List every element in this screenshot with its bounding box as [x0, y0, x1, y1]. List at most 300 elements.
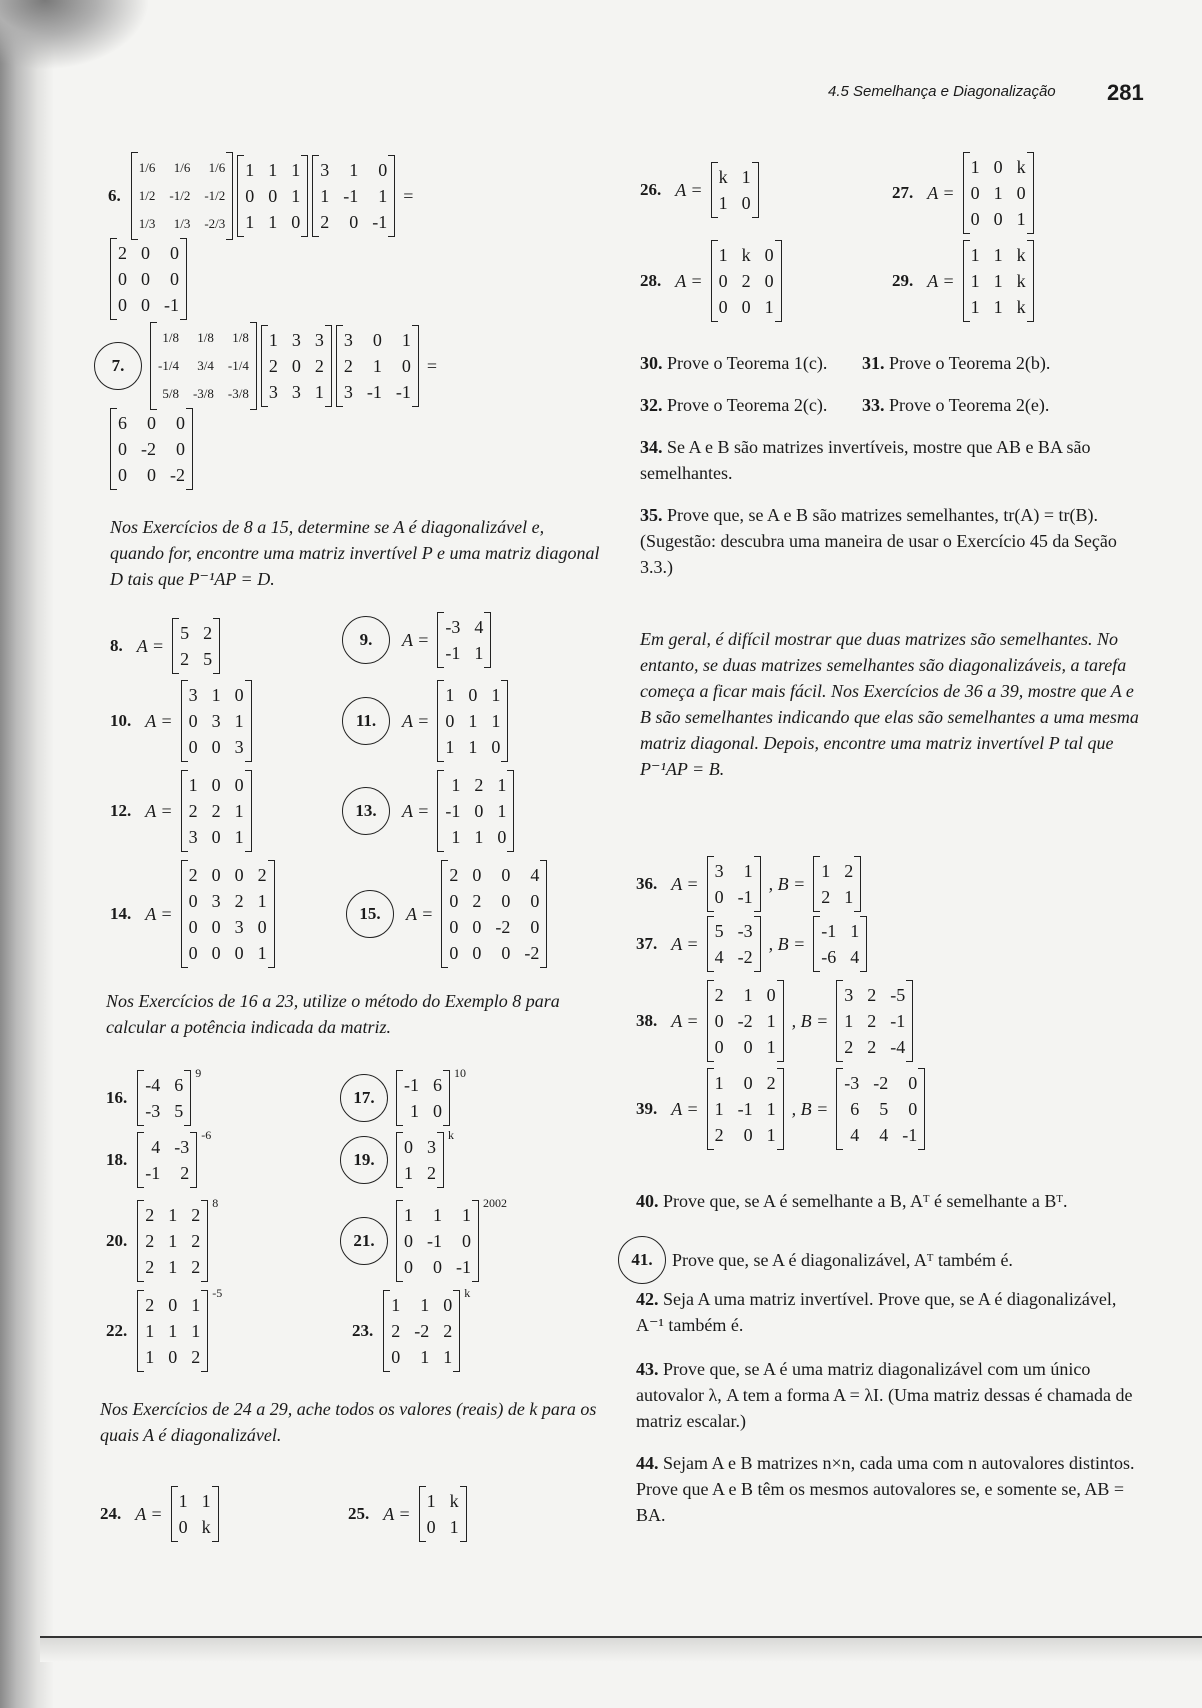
exercise-text: Prove o Teorema 1(c). — [667, 353, 828, 373]
exercise-number: 32. — [640, 395, 663, 415]
matrix-entry: 0 — [908, 1099, 918, 1119]
matrix-entry: 0 — [268, 186, 278, 206]
matrix-entry: 2 — [145, 1295, 155, 1315]
matrix-entry: 0 — [188, 711, 198, 731]
matrix-entry: -1 — [366, 382, 382, 402]
exercise-15 — [346, 860, 549, 968]
exercise-number: 33. — [862, 395, 885, 415]
matrix — [181, 860, 275, 968]
exponent: -5 — [212, 1286, 223, 1300]
matrix-entry: 0 — [257, 917, 267, 937]
matrix-entry: 0 — [993, 209, 1003, 229]
matrix — [110, 238, 187, 320]
matrix-entry: 0 — [378, 160, 388, 180]
matrix-entry: -4 — [890, 1037, 906, 1057]
matrix — [711, 162, 759, 218]
matrix-entry: 2 — [821, 887, 831, 907]
matrix — [261, 325, 332, 407]
matrix-entry: 1/6 — [208, 160, 226, 175]
matrix-entry: 3 — [268, 382, 278, 402]
matrix-entry: 2 — [714, 985, 724, 1005]
exponent: 2002 — [483, 1196, 507, 1210]
exercise-22 — [106, 1286, 223, 1372]
exercise-number: 23. — [352, 1321, 374, 1340]
matrix-entry: 1 — [462, 1205, 471, 1225]
matrix — [396, 1200, 479, 1282]
lhs: A = — [145, 800, 173, 821]
exercise-25 — [348, 1486, 469, 1542]
matrix-entry: 4 — [474, 617, 484, 637]
lhs: A = — [675, 270, 703, 291]
matrix-entry: 0 — [291, 212, 301, 232]
matrix-entry: 0 — [443, 1295, 453, 1315]
matrix-entry: 0 — [472, 943, 482, 963]
matrix-entry: 1 — [766, 1011, 776, 1031]
exercise-text: Seja A uma matriz invertível. Prove que, se A é diagonalizável, A⁻¹ também é. — [636, 1289, 1117, 1335]
matrix-entry: 1 — [168, 1321, 178, 1341]
matrix-entry: 4 — [850, 1125, 860, 1145]
matrix-entry: 2 — [714, 1125, 724, 1145]
exponent: k — [464, 1286, 471, 1300]
matrix-entry: -1 — [456, 1257, 471, 1277]
matrix-entry: 2 — [211, 801, 221, 821]
lhs: A = — [927, 182, 955, 203]
matrix-entry: 0 — [449, 891, 459, 911]
matrix-entry: 3/4 — [197, 358, 214, 373]
matrix-entry: 1 — [404, 1205, 413, 1225]
lhs: A = — [675, 179, 703, 200]
matrix-entry: 1 — [718, 245, 728, 265]
matrix-entry: 3 — [291, 382, 301, 402]
exercise-number: 25. — [348, 1504, 370, 1523]
matrix-entry: 0 — [714, 887, 724, 907]
matrix-entry: 1 — [468, 711, 478, 731]
exercise-31 — [862, 350, 1050, 376]
matrix-entry: 0 — [501, 891, 511, 911]
matrix-entry: k — [1016, 245, 1026, 265]
matrix-entry: 3 — [188, 685, 198, 705]
matrix-entry: 1 — [993, 297, 1003, 317]
matrix-entry: 2 — [427, 1163, 436, 1183]
instructions-8-15: Nos Exercícios de 8 a 15, determine se A é diagonalizável e, quando for, encontre uma matriz invertível P e uma matriz diagonal D tais que P⁻¹AP = D. — [110, 517, 600, 589]
exercise-number: 37. — [636, 934, 658, 953]
matrix-entry: 2 — [145, 1205, 155, 1225]
matrix-entry: 1 — [404, 1163, 413, 1183]
matrix-entry: 1 — [178, 1491, 188, 1511]
exercise-number: 8. — [110, 636, 123, 655]
matrix-entry: -1/4 — [158, 358, 179, 373]
lhs: A = — [402, 710, 430, 731]
matrix-entry: -6 — [821, 947, 837, 967]
matrix-entry: 2 — [472, 891, 482, 911]
matrix-entry: 1 — [766, 1125, 776, 1145]
matrix-entry: 1 — [372, 356, 382, 376]
matrix — [181, 680, 252, 762]
matrix-entry: 1 — [714, 1073, 724, 1093]
matrix-entry: k — [718, 167, 728, 187]
matrix-entry: 0 — [497, 827, 507, 847]
matrix — [137, 1070, 191, 1126]
matrix-entry: 0 — [168, 1295, 178, 1315]
instructions-36-39: Em geral, é difícil mostrar que duas matrizes são semelhantes. No entanto, se duas matrizes semelhantes são diagonalizáveis, a tarefa começa a ficar mais fácil. Nos Exercícios de 36 a 39, mostre que A e B são semelhantes indicando que elas são semelhantes a uma mesma matriz diagonal. Depois, encontre uma matriz invertível P tal que P⁻¹AP = B. — [640, 629, 1139, 779]
matrix-entry: 1 — [714, 1099, 724, 1119]
matrix-entry: -1 — [890, 1011, 906, 1031]
exponent: k — [448, 1128, 454, 1142]
matrix-entry: 0 — [764, 271, 774, 291]
exercise-6 — [108, 152, 419, 240]
matrix-entry: 1 — [821, 861, 831, 881]
matrix-entry: -2 — [524, 943, 540, 963]
exercise-text: Prove o Teorema 2(c). — [667, 395, 828, 415]
matrix — [181, 770, 252, 852]
matrix-entry: -1/4 — [227, 358, 249, 373]
matrix-entry: 0 — [178, 1517, 188, 1537]
matrix-entry: 0 — [147, 413, 156, 433]
matrix-entry: 1 — [188, 775, 198, 795]
matrix-entry: 0 — [349, 212, 359, 232]
matrix-entry: 2 — [191, 1347, 201, 1367]
exercise-21 — [340, 1196, 507, 1282]
matrix-entry: 0 — [530, 891, 540, 911]
exercise-number: 35. — [640, 505, 663, 525]
matrix-entry: 1 — [474, 827, 484, 847]
matrix-entry: 0 — [491, 737, 501, 757]
matrix-entry: -2 — [873, 1073, 889, 1093]
instructions-24-29: Nos Exercícios de 24 a 29, ache todos os valores (reais) de k para os quais A é diagonalizável. — [100, 1399, 597, 1445]
matrix-entry: 1 — [168, 1231, 178, 1251]
matrix-entry: 1 — [743, 985, 753, 1005]
lhs: A = — [136, 635, 165, 656]
separator: , B = — [791, 1010, 829, 1031]
matrix — [237, 155, 308, 237]
matrix — [437, 680, 508, 762]
matrix-entry: 2 — [145, 1231, 155, 1251]
matrix-entry: 0 — [291, 356, 301, 376]
matrix-entry: k — [1016, 297, 1026, 317]
matrix-entry: 1/6 — [138, 160, 156, 175]
matrix-entry: 0 — [741, 193, 751, 213]
matrix-entry: -1 — [445, 801, 461, 821]
matrix-entry: 1 — [245, 212, 255, 232]
exercise-number: 14. — [110, 904, 132, 923]
matrix-entry: 1 — [445, 685, 455, 705]
matrix-entry: 1 — [993, 245, 1003, 265]
exercise-text: Prove que, se A e B são matrizes semelhantes, tr(A) = tr(B). (Sugestão: descubra uma maneira de usar o Exercício 45 da Seção 3.3.) — [640, 505, 1117, 577]
matrix-entry: -3 — [174, 1137, 190, 1157]
matrix-entry: 1 — [718, 193, 728, 213]
scan-edge-shadow — [0, 0, 54, 1708]
matrix-b — [813, 856, 861, 912]
lhs: A = — [671, 873, 699, 894]
exercise-number: 31. — [862, 353, 885, 373]
matrix-entry: 0 — [211, 865, 221, 885]
exercise-number: 6. — [108, 186, 121, 205]
matrix-entry: 0 — [141, 295, 150, 315]
exercise-text: Prove que, se A é semelhante a B, Aᵀ é semelhante a Bᵀ. — [663, 1191, 1068, 1211]
matrix-entry: 2 — [343, 356, 353, 376]
exercise-28 — [640, 240, 784, 322]
matrix — [441, 860, 547, 968]
matrix-entry: 0 — [118, 465, 127, 485]
matrix-entry: 0 — [170, 269, 179, 289]
matrix-entry: -3 — [445, 617, 461, 637]
separator: , B = — [768, 933, 806, 954]
exercise-text: Prove o Teorema 2(e). — [889, 395, 1050, 415]
matrix-entry: -1 — [395, 382, 411, 402]
matrix — [137, 1290, 208, 1372]
matrix-entry: 1 — [445, 737, 455, 757]
matrix-b — [836, 980, 913, 1062]
matrix-entry: 5 — [174, 1101, 184, 1121]
matrix-entry: 0 — [211, 775, 221, 795]
scan-corner-shadow — [0, 0, 150, 70]
matrix-entry: 0 — [449, 943, 459, 963]
exercise-20 — [106, 1196, 219, 1282]
matrix-entry: 1/8 — [197, 330, 214, 345]
matrix-entry: -1/2 — [204, 188, 226, 203]
lhs: A = — [145, 710, 173, 731]
exercise-19 — [340, 1128, 454, 1188]
matrix-entry: -1 — [404, 1075, 419, 1095]
matrix-entry: 1 — [201, 1491, 211, 1511]
exercise-9 — [342, 612, 493, 668]
lhs: A = — [135, 1503, 163, 1524]
lhs: A = — [402, 800, 430, 821]
lhs: A = — [383, 1503, 411, 1524]
matrix-entry: 0 — [141, 243, 150, 263]
matrix-entry: 1 — [468, 737, 478, 757]
matrix — [396, 1132, 444, 1188]
matrix-entry: 2 — [191, 1257, 201, 1277]
separator: , B = — [768, 873, 806, 894]
matrix-a — [707, 980, 784, 1062]
matrix-entry: 0 — [426, 1517, 436, 1537]
matrix-entry: 0 — [404, 1137, 413, 1157]
matrix — [312, 155, 395, 237]
exercise-number-circled: 19. — [340, 1136, 388, 1184]
matrix-entry: 2 — [191, 1205, 201, 1225]
lhs: A = — [406, 903, 434, 924]
matrix-entry: -2 — [170, 465, 185, 485]
matrix-entry: 0 — [404, 1231, 413, 1251]
matrix — [396, 1070, 450, 1126]
matrix-entry: 0 — [718, 271, 728, 291]
matrix-entry: 2 — [203, 623, 213, 643]
matrix-entry: 1 — [766, 1099, 776, 1119]
matrix — [383, 1290, 460, 1372]
matrix-entry: 0 — [211, 827, 221, 847]
matrix-entry: -1 — [164, 295, 179, 315]
matrix-entry: 0 — [743, 1125, 753, 1145]
matrix-entry: -1 — [902, 1125, 918, 1145]
matrix-entry: 1 — [449, 1517, 459, 1537]
matrix-entry: 5 — [879, 1099, 889, 1119]
matrix-entry: 1 — [474, 643, 484, 663]
matrix-entry: -1 — [821, 921, 837, 941]
matrix-entry: 0 — [741, 297, 751, 317]
matrix-entry: 0 — [245, 186, 255, 206]
exponent: 10 — [454, 1066, 466, 1080]
exercise-35 — [640, 502, 1144, 580]
matrix-entry: 2 — [391, 1321, 401, 1341]
matrix-entry: 2 — [180, 1163, 190, 1183]
running-header: 4.5 Semelhança e Diagonalização — [828, 83, 1056, 100]
matrix-entry: 0 — [176, 439, 185, 459]
matrix-entry: -2 — [737, 947, 753, 967]
matrix-entry: 1 — [970, 157, 980, 177]
exercise-number: 34. — [640, 437, 663, 457]
exercise-29 — [892, 240, 1036, 322]
matrix-entry: 1 — [211, 685, 221, 705]
matrix-entry: -3 — [844, 1073, 860, 1093]
matrix-entry: 1 — [268, 212, 278, 232]
exercise-number-circled: 7. — [94, 342, 142, 390]
matrix-entry: 2 — [145, 1257, 155, 1277]
exercise-40 — [636, 1188, 1156, 1214]
matrix-entry: 3 — [291, 330, 301, 350]
exercise-16 — [106, 1066, 202, 1126]
matrix-entry: 0 — [993, 157, 1003, 177]
matrix-entry: k — [449, 1491, 459, 1511]
lhs: A = — [927, 270, 955, 291]
matrix-entry: 2 — [443, 1321, 453, 1341]
exercise-number: 12. — [110, 801, 132, 820]
matrix-entry: 0 — [234, 865, 244, 885]
lhs: A = — [145, 903, 173, 924]
equals-sign: = — [403, 185, 414, 206]
matrix-entry: 1 — [426, 1491, 436, 1511]
matrix-entry: 2 — [320, 212, 330, 232]
matrix-entry: 2 — [867, 1037, 877, 1057]
matrix-entry: 0 — [766, 985, 776, 1005]
matrix-entry: 2 — [257, 865, 267, 885]
exercise-39 — [636, 1068, 927, 1150]
matrix — [131, 152, 234, 240]
matrix-entry: 1 — [268, 330, 278, 350]
matrix-entry: 3 — [343, 330, 353, 350]
matrix-entry: 1 — [145, 1347, 155, 1367]
matrix-entry: 2 — [741, 271, 751, 291]
matrix-entry: 0 — [718, 297, 728, 317]
matrix-entry: 1 — [764, 297, 774, 317]
exercise-27 — [892, 152, 1036, 234]
matrix-entry: 0 — [743, 1037, 753, 1057]
exercise-14 — [110, 860, 277, 968]
matrix-entry: -2/3 — [204, 216, 226, 231]
matrix-entry: 0 — [1016, 183, 1026, 203]
matrix-entry: 1 — [168, 1257, 178, 1277]
matrix-entry: 1 — [497, 775, 507, 795]
matrix-entry: 1/8 — [232, 330, 249, 345]
matrix-entry: 0 — [118, 269, 127, 289]
matrix-entry: 2 — [474, 775, 484, 795]
matrix-entry: -1 — [445, 643, 461, 663]
matrix-entry: 0 — [714, 1037, 724, 1057]
matrix-entry: 2 — [188, 801, 198, 821]
matrix-entry: 5 — [203, 649, 213, 669]
matrix-entry: 6 — [174, 1075, 184, 1095]
matrix-entry: 0 — [234, 775, 244, 795]
exercise-7 — [94, 322, 443, 410]
exercise-text: Prove que, se A é uma matriz diagonalizável com um único autovalor λ, A tem a forma A = λI. (Uma matriz dessas é chamada de matriz escalar.) — [636, 1359, 1133, 1431]
exercise-number-circled: 41. — [618, 1236, 666, 1284]
matrix-entry: 0 — [970, 209, 980, 229]
exercise-17 — [340, 1066, 466, 1126]
matrix-entry: 0 — [433, 1101, 442, 1121]
exercise-number: 10. — [110, 711, 132, 730]
matrix-entry: 1 — [1016, 209, 1026, 229]
exercise-text: Sejam A e B matrizes n×n, cada uma com n autovalores distintos. Prove que A e B têm os mesmos autovalores se, e somente se, AB = BA. — [636, 1453, 1135, 1525]
matrix-entry: 2 — [314, 356, 324, 376]
matrix-entry: -1 — [737, 887, 753, 907]
matrix-entry: 0 — [176, 413, 185, 433]
matrix-entry: 0 — [234, 943, 244, 963]
matrix-entry: 3 — [343, 382, 353, 402]
matrix-entry: 2 — [234, 891, 244, 911]
matrix-entry: 1/8 — [162, 330, 179, 345]
matrix-entry: 5 — [714, 921, 724, 941]
matrix — [711, 240, 782, 322]
matrix-entry: -1 — [427, 1231, 442, 1251]
matrix-entry: 2 — [118, 243, 127, 263]
exercise-number: 16. — [106, 1088, 128, 1107]
matrix-entry: 1 — [497, 801, 507, 821]
matrix-entry: 1 — [451, 827, 461, 847]
matrix — [963, 152, 1034, 234]
matrix — [963, 240, 1034, 322]
page-number: 281 — [1107, 80, 1144, 105]
matrix-entry: 1 — [291, 160, 301, 180]
exercise-number: 26. — [640, 180, 662, 199]
matrix-b — [836, 1068, 925, 1150]
matrix-entry: -3 — [737, 921, 753, 941]
matrix-entry: -3/8 — [227, 386, 249, 401]
matrix-entry: -5 — [890, 985, 906, 1005]
exercise-10 — [110, 680, 254, 762]
matrix-entry: 1 — [420, 1295, 430, 1315]
matrix-entry: 0 — [474, 801, 484, 821]
matrix-entry: 0 — [211, 943, 221, 963]
matrix-entry: 0 — [391, 1347, 401, 1367]
matrix-entry: 1 — [191, 1321, 201, 1341]
exponent: -6 — [201, 1128, 212, 1142]
matrix-entry: 1 — [257, 891, 267, 911]
exercise-number: 22. — [106, 1321, 128, 1340]
exercise-number-circled: 13. — [342, 787, 390, 835]
matrix-entry: 1/2 — [138, 188, 156, 203]
matrix-entry: 2 — [766, 1073, 776, 1093]
matrix-entry: 0 — [211, 917, 221, 937]
matrix-entry: 0 — [188, 737, 198, 757]
exercise-18 — [106, 1128, 212, 1188]
matrix-entry: 1 — [378, 186, 388, 206]
matrix-entry: k — [1016, 271, 1026, 291]
matrix-entry: 0 — [188, 891, 198, 911]
matrix — [437, 612, 491, 668]
matrix-entry: 1 — [191, 1295, 201, 1315]
exercise-7-result — [108, 408, 195, 490]
matrix-entry: -4 — [145, 1075, 161, 1095]
matrix-entry: 1 — [743, 861, 753, 881]
exercise-13 — [342, 770, 516, 852]
matrix-entry: 1 — [970, 245, 980, 265]
matrix-entry: 1 — [245, 160, 255, 180]
exercise-24 — [100, 1486, 221, 1542]
matrix-entry: 4 — [879, 1125, 889, 1145]
matrix-entry: 2 — [191, 1231, 201, 1251]
matrix-entry: -3 — [145, 1101, 161, 1121]
exercise-number: 43. — [636, 1359, 659, 1379]
